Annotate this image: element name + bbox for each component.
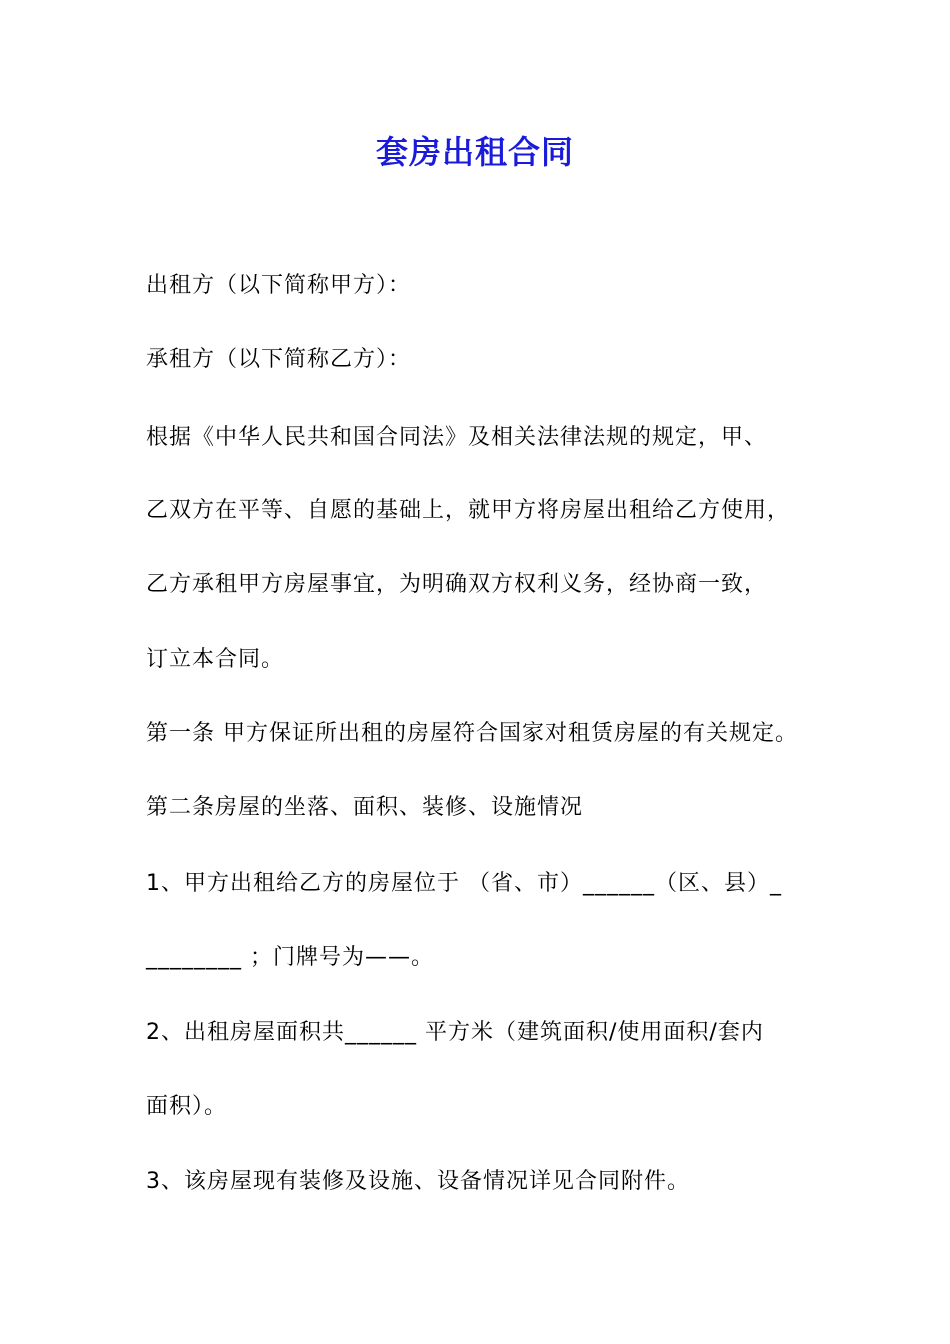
article-1-line: 第一条 甲方保证所出租的房屋符合国家对租赁房屋的有关规定。 — [146, 721, 798, 746]
document-title: 套房出租合同 — [375, 133, 574, 171]
clause-1-line-1: 1、甲方出租给乙方的房屋位于 （省、市）______（区、县）_ — [146, 871, 782, 896]
lessor-line: 出租方（以下简称甲方）： — [146, 273, 412, 298]
clause-1-line-2: ________ ；门牌号为——。 — [146, 945, 434, 970]
preamble-line-2: 乙双方在平等、自愿的基础上，就甲方将房屋出租给乙方使用， — [146, 498, 791, 523]
preamble-line-3: 乙方承租甲方房屋事宜，为明确双方权利义务，经协商一致， — [146, 572, 768, 597]
clause-2-line-1: 2、出租房屋面积共______ 平方米（建筑面积/使用面积/套内 — [146, 1020, 764, 1045]
article-2-heading: 第二条房屋的坐落、面积、装修、设施情况 — [146, 795, 584, 820]
clause-2-line-2: 面积）。 — [146, 1094, 228, 1119]
preamble-line-4: 订立本合同。 — [146, 647, 285, 672]
lessee-line: 承租方（以下简称乙方）： — [146, 347, 412, 372]
preamble-line-1: 根据《中华人民共和国合同法》及相关法律法规的规定，甲、 — [146, 425, 768, 450]
clause-3-line: 3、该房屋现有装修及设施、设备情况详见合同附件。 — [146, 1169, 690, 1194]
